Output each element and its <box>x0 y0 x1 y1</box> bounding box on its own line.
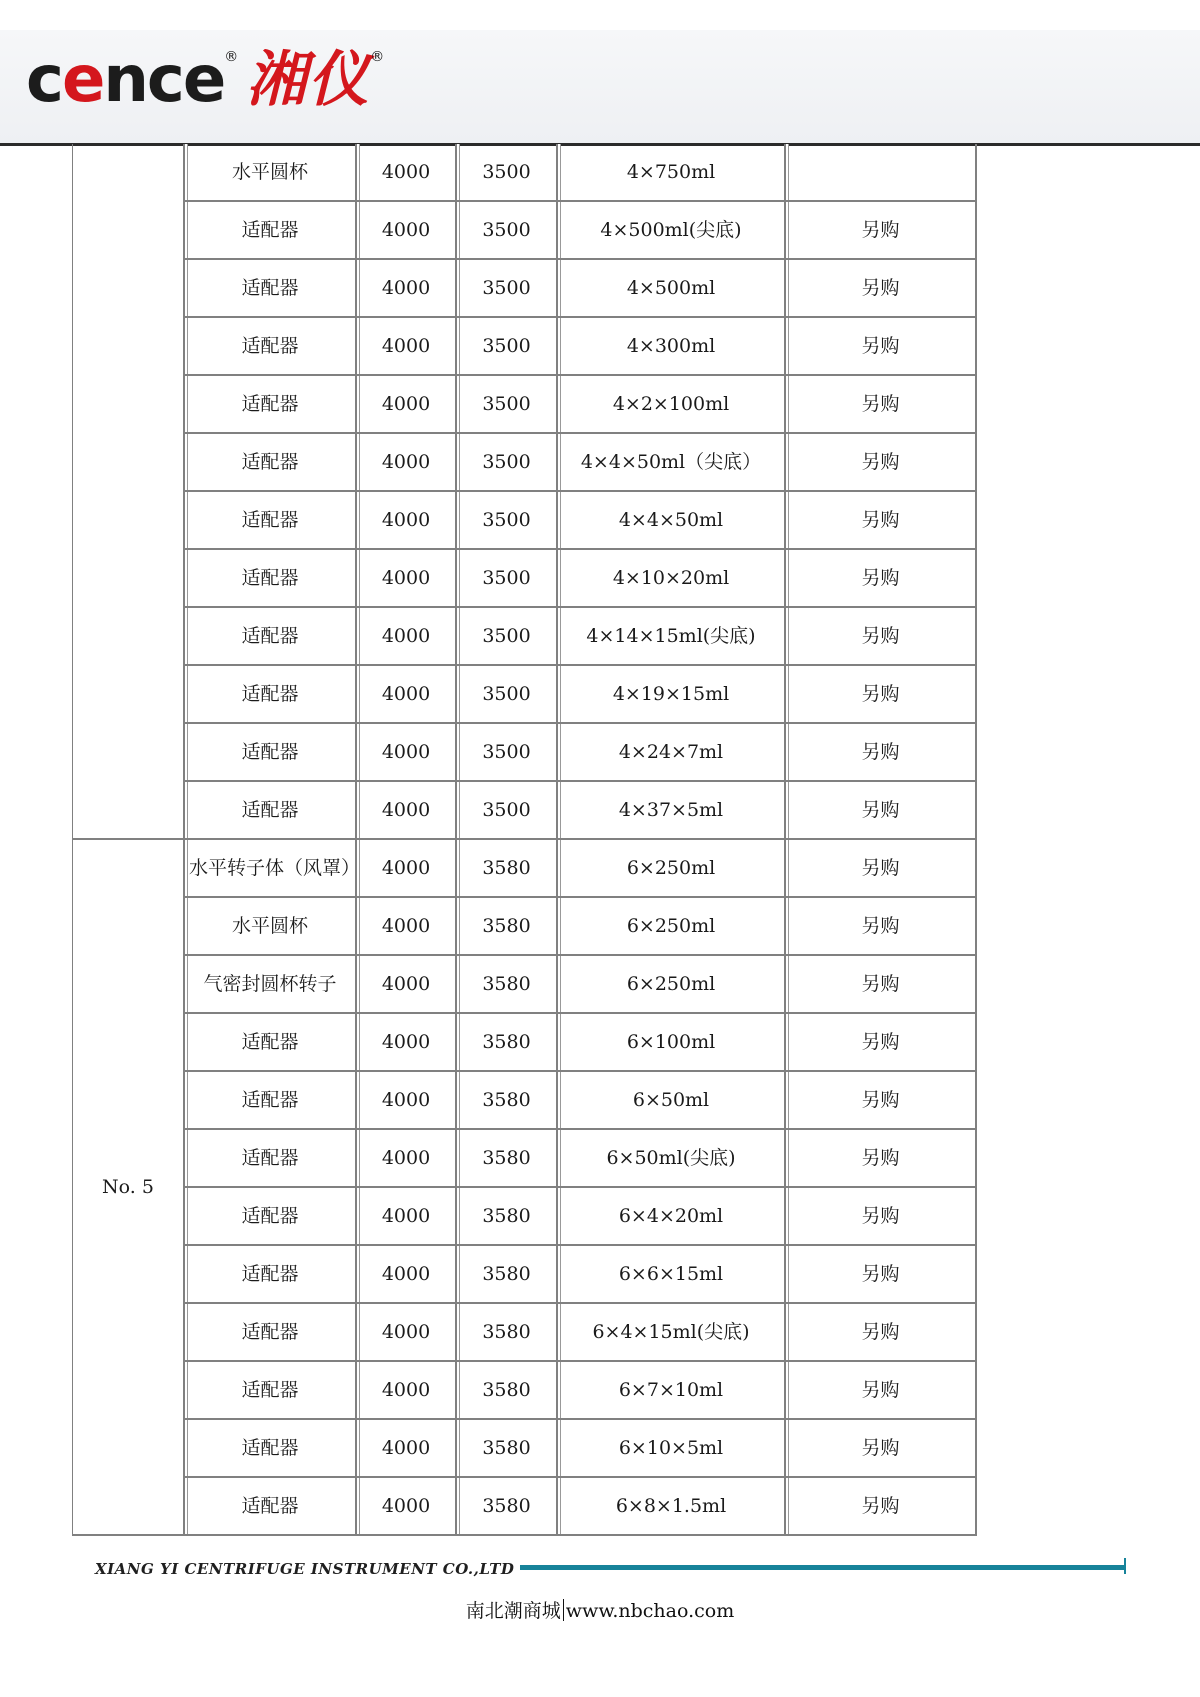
cell-item-name: 适配器 <box>185 1072 357 1130</box>
cell-max-rcf: 3500 <box>457 376 558 434</box>
table-row <box>72 1014 977 1072</box>
cell-max-rcf: 3580 <box>457 1304 558 1362</box>
cell-note: 另购 <box>786 1246 977 1304</box>
cell-item-name: 适配器 <box>185 550 357 608</box>
cell-max-speed: 4000 <box>357 376 457 434</box>
table-row <box>72 260 977 318</box>
cell-item-name: 适配器 <box>185 260 357 318</box>
cell-max-rcf: 3500 <box>457 666 558 724</box>
cell-capacity: 4×500ml(尖底) <box>558 202 786 260</box>
cell-note: 另购 <box>786 840 977 898</box>
cell-item-name: 适配器 <box>185 1188 357 1246</box>
cell-item-name: 适配器 <box>185 376 357 434</box>
cell-capacity: 6×250ml <box>558 898 786 956</box>
brand-logo-en: cence <box>26 43 225 117</box>
cell-capacity: 4×24×7ml <box>558 724 786 782</box>
cell-max-rcf: 3500 <box>457 260 558 318</box>
table-row <box>72 144 977 202</box>
cell-max-speed: 4000 <box>357 492 457 550</box>
cell-capacity: 6×50ml <box>558 1072 786 1130</box>
table-row <box>72 1362 977 1420</box>
cell-max-rcf: 3580 <box>457 1014 558 1072</box>
cell-item-name: 适配器 <box>185 608 357 666</box>
table-row <box>72 956 977 1014</box>
cell-max-rcf: 3500 <box>457 318 558 376</box>
cell-capacity: 6×100ml <box>558 1014 786 1072</box>
table-row <box>72 840 977 898</box>
cell-max-speed: 4000 <box>357 1130 457 1188</box>
brand-logo <box>26 40 384 120</box>
cell-item-name: 气密封圆杯转子 <box>185 956 357 1014</box>
cell-max-speed: 4000 <box>357 1478 457 1536</box>
cell-note: 另购 <box>786 1478 977 1536</box>
registered-mark: ® <box>224 49 239 65</box>
cell-note: 另购 <box>786 376 977 434</box>
footer-website <box>0 1596 1200 1623</box>
cell-capacity: 4×300ml <box>558 318 786 376</box>
cell-max-speed: 4000 <box>357 1072 457 1130</box>
brand-logo-cn: 湘仪 <box>246 45 371 115</box>
cell-max-rcf: 3500 <box>457 144 558 202</box>
cell-capacity: 4×19×15ml <box>558 666 786 724</box>
cell-note: 另购 <box>786 956 977 1014</box>
cell-max-speed: 4000 <box>357 202 457 260</box>
cell-note: 另购 <box>786 1420 977 1478</box>
cell-item-name: 水平圆杯 <box>185 898 357 956</box>
cell-note: 另购 <box>786 608 977 666</box>
table-row <box>72 1072 977 1130</box>
cell-item-name: 适配器 <box>185 492 357 550</box>
cell-capacity: 4×10×20ml <box>558 550 786 608</box>
table-row <box>72 608 977 666</box>
cell-max-rcf: 3500 <box>457 492 558 550</box>
cell-capacity: 6×7×10ml <box>558 1362 786 1420</box>
table-row <box>72 1130 977 1188</box>
table-row <box>72 782 977 840</box>
table-row <box>72 492 977 550</box>
table-row <box>72 666 977 724</box>
cell-max-rcf: 3580 <box>457 1362 558 1420</box>
table-row <box>72 1420 977 1478</box>
cell-note: 另购 <box>786 492 977 550</box>
cell-max-rcf: 3580 <box>457 1072 558 1130</box>
cell-note: 另购 <box>786 898 977 956</box>
cell-item-name: 水平圆杯 <box>185 144 357 202</box>
cell-capacity: 6×8×1.5ml <box>558 1478 786 1536</box>
cell-note: 另购 <box>786 202 977 260</box>
cell-item-name: 适配器 <box>185 1478 357 1536</box>
table-row <box>72 202 977 260</box>
cell-capacity: 4×4×50ml（尖底） <box>558 434 786 492</box>
footer-separator <box>563 1599 564 1621</box>
cell-item-name: 适配器 <box>185 434 357 492</box>
group-label-cell <box>72 144 185 840</box>
cell-capacity: 4×4×50ml <box>558 492 786 550</box>
cell-max-speed: 4000 <box>357 608 457 666</box>
cell-max-rcf: 3580 <box>457 1130 558 1188</box>
table-row <box>72 1478 977 1536</box>
cell-capacity: 6×50ml(尖底) <box>558 1130 786 1188</box>
cell-capacity: 6×250ml <box>558 956 786 1014</box>
cell-max-speed: 4000 <box>357 666 457 724</box>
table-row <box>72 318 977 376</box>
cell-note: 另购 <box>786 1188 977 1246</box>
cell-note <box>786 144 977 202</box>
cell-capacity: 6×4×20ml <box>558 1188 786 1246</box>
cell-capacity: 6×4×15ml(尖底) <box>558 1304 786 1362</box>
table-row <box>72 1304 977 1362</box>
cell-max-rcf: 3500 <box>457 782 558 840</box>
cell-item-name: 适配器 <box>185 1362 357 1420</box>
cell-max-speed: 4000 <box>357 260 457 318</box>
footer-accent-bar-end <box>1124 1558 1126 1574</box>
cell-max-speed: 4000 <box>357 782 457 840</box>
group-label-cell: No. 5 <box>72 840 185 1536</box>
cell-capacity: 4×37×5ml <box>558 782 786 840</box>
cell-max-speed: 4000 <box>357 144 457 202</box>
cell-note: 另购 <box>786 318 977 376</box>
cell-max-rcf: 3500 <box>457 608 558 666</box>
cell-item-name: 适配器 <box>185 318 357 376</box>
cell-max-rcf: 3500 <box>457 434 558 492</box>
cell-note: 另购 <box>786 1362 977 1420</box>
cell-note: 另购 <box>786 550 977 608</box>
cell-max-speed: 4000 <box>357 318 457 376</box>
cell-note: 另购 <box>786 1130 977 1188</box>
cell-capacity: 4×2×100ml <box>558 376 786 434</box>
cell-item-name: 适配器 <box>185 202 357 260</box>
cell-note: 另购 <box>786 260 977 318</box>
cell-max-speed: 4000 <box>357 1304 457 1362</box>
cell-item-name: 适配器 <box>185 782 357 840</box>
cell-max-rcf: 3580 <box>457 956 558 1014</box>
cell-max-speed: 4000 <box>357 898 457 956</box>
footer-site-url[interactable]: www.nbchao.com <box>565 1600 735 1622</box>
cell-note: 另购 <box>786 1304 977 1362</box>
cell-max-speed: 4000 <box>357 1246 457 1304</box>
cell-max-rcf: 3500 <box>457 202 558 260</box>
cell-max-speed: 4000 <box>357 1188 457 1246</box>
cell-max-rcf: 3580 <box>457 1420 558 1478</box>
cell-note: 另购 <box>786 724 977 782</box>
cell-max-rcf: 3580 <box>457 1478 558 1536</box>
cell-note: 另购 <box>786 434 977 492</box>
cell-item-name: 适配器 <box>185 1014 357 1072</box>
cell-item-name: 适配器 <box>185 1304 357 1362</box>
table-row <box>72 376 977 434</box>
cell-note: 另购 <box>786 666 977 724</box>
cell-max-rcf: 3580 <box>457 1246 558 1304</box>
cell-max-speed: 4000 <box>357 840 457 898</box>
cell-max-speed: 4000 <box>357 956 457 1014</box>
footer-accent-bar <box>520 1565 1125 1570</box>
cell-max-speed: 4000 <box>357 550 457 608</box>
cell-max-speed: 4000 <box>357 434 457 492</box>
cell-max-rcf: 3500 <box>457 724 558 782</box>
cell-item-name: 水平转子体（风罩） <box>185 840 357 898</box>
cell-max-speed: 4000 <box>357 1014 457 1072</box>
cell-capacity: 4×500ml <box>558 260 786 318</box>
registered-mark-cn: ® <box>370 49 385 65</box>
footer-site-name: 南北潮商城 <box>465 1600 561 1622</box>
cell-note: 另购 <box>786 1072 977 1130</box>
cell-item-name: 适配器 <box>185 1130 357 1188</box>
cell-capacity: 4×750ml <box>558 144 786 202</box>
cell-max-rcf: 3500 <box>457 550 558 608</box>
cell-capacity: 6×250ml <box>558 840 786 898</box>
cell-item-name: 适配器 <box>185 666 357 724</box>
cell-max-rcf: 3580 <box>457 898 558 956</box>
cell-max-rcf: 3580 <box>457 840 558 898</box>
cell-max-speed: 4000 <box>357 724 457 782</box>
cell-item-name: 适配器 <box>185 1246 357 1304</box>
cell-item-name: 适配器 <box>185 724 357 782</box>
cell-max-speed: 4000 <box>357 1420 457 1478</box>
cell-capacity: 4×14×15ml(尖底) <box>558 608 786 666</box>
table-row <box>72 434 977 492</box>
cell-max-speed: 4000 <box>357 1362 457 1420</box>
cell-capacity: 6×6×15ml <box>558 1246 786 1304</box>
table-row <box>72 1246 977 1304</box>
cell-item-name: 适配器 <box>185 1420 357 1478</box>
table-row <box>72 724 977 782</box>
rotor-spec-table <box>72 144 977 1536</box>
cell-note: 另购 <box>786 782 977 840</box>
table-row <box>72 898 977 956</box>
footer-company-name: XIANG YI CENTRIFUGE INSTRUMENT CO.,LTD <box>95 1560 515 1578</box>
table-row <box>72 550 977 608</box>
cell-max-rcf: 3580 <box>457 1188 558 1246</box>
cell-note: 另购 <box>786 1014 977 1072</box>
cell-capacity: 6×10×5ml <box>558 1420 786 1478</box>
table-row <box>72 1188 977 1246</box>
